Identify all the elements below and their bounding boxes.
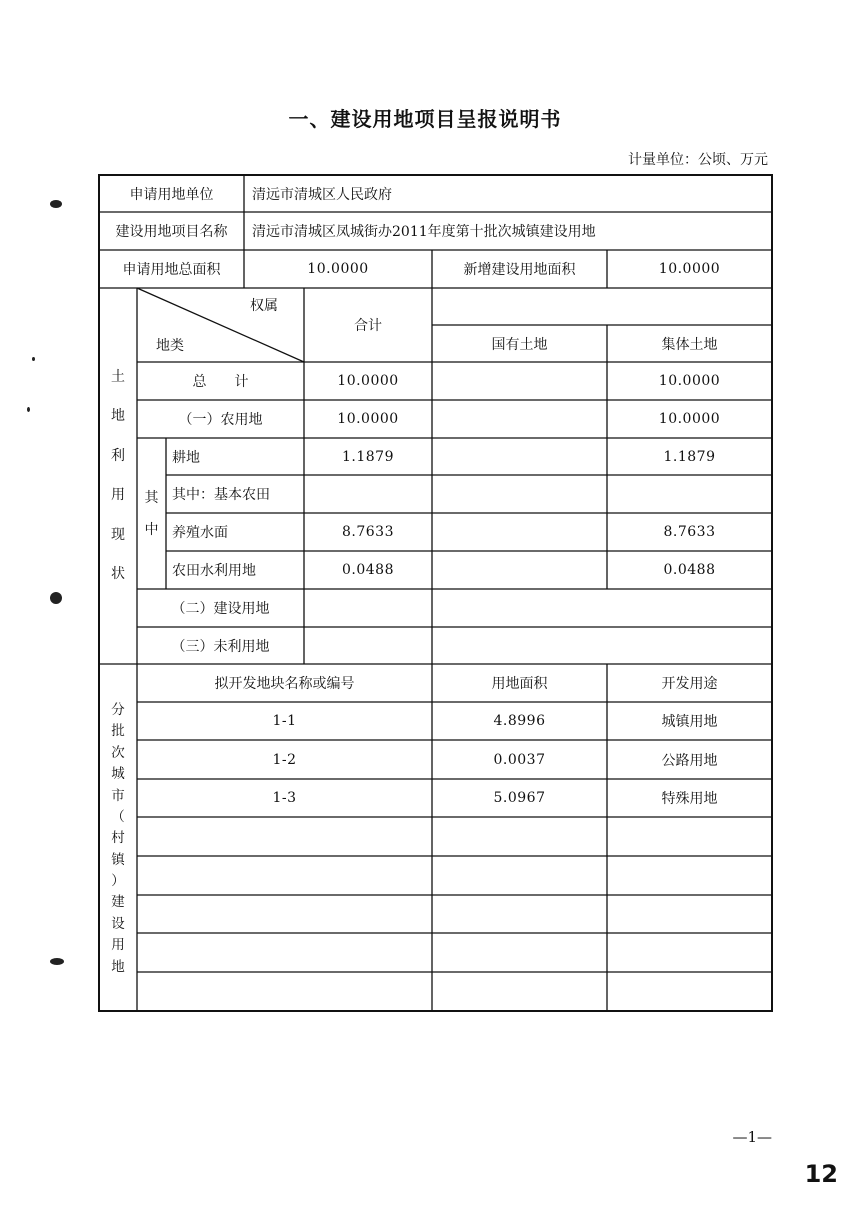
batch-header-area: 用地面积 bbox=[491, 676, 548, 692]
total-row-collective: 10.0000 bbox=[658, 373, 721, 389]
construction-row-label: （二）建设用地 bbox=[171, 601, 270, 617]
batch-row-use: 公路用地 bbox=[661, 752, 718, 769]
document-title: 一、建设用地项目呈报说明书 bbox=[288, 107, 562, 131]
sub-row-state bbox=[432, 551, 607, 589]
sub-row-collective: 8.7633 bbox=[663, 524, 716, 540]
sub-row-collective: 1.1879 bbox=[663, 448, 716, 465]
applicant-value: 清远市清城区人民政府 bbox=[252, 186, 392, 203]
sub-row-total: 1.1879 bbox=[342, 448, 394, 465]
batch-row-use: 城镇用地 bbox=[661, 714, 718, 730]
batch-row-area: 0.0037 bbox=[493, 751, 546, 768]
total-area-value: 10.0000 bbox=[307, 261, 369, 277]
scan-mark bbox=[50, 200, 62, 208]
agri-row-label: （一）农用地 bbox=[178, 412, 263, 428]
batch-header-use: 开发用途 bbox=[661, 676, 718, 692]
batch-row-name: 1-3 bbox=[272, 790, 297, 806]
land-use-side-label: 土 地 利 用 现 状 bbox=[111, 369, 125, 582]
project-label: 建设用地项目名称 bbox=[115, 224, 228, 240]
total-row-state bbox=[432, 362, 607, 400]
batch-row-use: 特殊用地 bbox=[661, 791, 718, 807]
sub-row-label: 其中：基本农田 bbox=[172, 487, 270, 503]
header-land-type: 地类 bbox=[156, 338, 184, 354]
page-number: —1— bbox=[732, 1128, 772, 1146]
unit-note: 计量单位：公顷、万元 bbox=[628, 152, 768, 168]
corner-number: 12 bbox=[804, 1160, 838, 1188]
sub-row-total bbox=[304, 475, 432, 513]
agri-row-collective: 10.0000 bbox=[658, 411, 721, 427]
agri-row-state bbox=[432, 400, 607, 438]
header-state-land: 国有土地 bbox=[491, 336, 548, 353]
scan-mark bbox=[50, 958, 64, 965]
sub-row-collective: 0.0488 bbox=[663, 562, 716, 578]
header-collective-land: 集体土地 bbox=[661, 336, 718, 353]
sub-row-state bbox=[432, 513, 607, 551]
batch-row-area: 5.0967 bbox=[493, 790, 546, 806]
scan-mark bbox=[50, 592, 62, 604]
sub-row-label: 耕地 bbox=[172, 449, 200, 466]
batch-row-area: 4.8996 bbox=[493, 713, 546, 729]
header-total: 合计 bbox=[354, 318, 382, 334]
sub-row-total: 8.7633 bbox=[342, 524, 394, 540]
scan-mark bbox=[27, 407, 30, 412]
total-row-label: 总 计 bbox=[192, 374, 249, 390]
sub-row-total: 0.0488 bbox=[342, 562, 394, 578]
applicant-label: 申请用地单位 bbox=[129, 186, 214, 203]
total-row-total: 10.0000 bbox=[337, 373, 399, 389]
batch-row-name: 1-1 bbox=[272, 713, 297, 729]
sub-row-state bbox=[432, 438, 607, 475]
batch-side-label: 分 批 次 城 市 （ 村 镇 ） 建 设 用 地 bbox=[111, 702, 125, 975]
sub-side-label: 其 中 bbox=[144, 489, 159, 538]
sub-row-label: 养殖水面 bbox=[172, 525, 228, 541]
batch-row-name: 1-2 bbox=[272, 751, 297, 768]
new-area-label: 新增建设用地面积 bbox=[463, 262, 576, 278]
sub-row-state bbox=[432, 475, 607, 513]
sub-row-collective bbox=[607, 475, 772, 513]
new-area-value: 10.0000 bbox=[658, 261, 721, 277]
total-area-label: 申请用地总面积 bbox=[122, 262, 221, 278]
batch-header-name: 拟开发地块名称或编号 bbox=[214, 676, 355, 692]
project-value: 清远市清城区凤城街办2011年度第十批次城镇建设用地 bbox=[252, 224, 596, 240]
scan-mark bbox=[32, 357, 35, 361]
header-ownership: 权属 bbox=[250, 298, 278, 314]
agri-row-total: 10.0000 bbox=[337, 411, 399, 427]
unused-row-label: （三）未利用地 bbox=[171, 638, 270, 655]
sub-row-label: 农田水利用地 bbox=[172, 563, 256, 579]
